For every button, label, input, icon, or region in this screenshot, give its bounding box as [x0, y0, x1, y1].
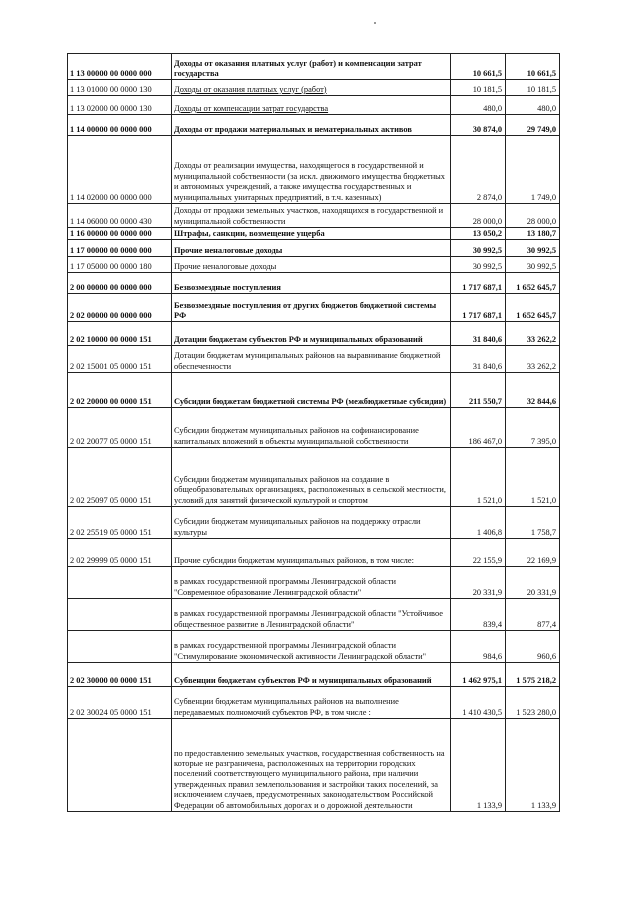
- name-cell: Дотации бюджетам субъектов РФ и муниципальных образований: [172, 322, 451, 346]
- scan-speck: [374, 22, 376, 24]
- value-cell-1: 1 717 687,1: [451, 294, 506, 322]
- table-row: [68, 631, 560, 663]
- value-cell-2: 1 133,9: [506, 719, 560, 812]
- value-cell-2: 10 661,5: [506, 54, 560, 80]
- value-cell-2: 480,0: [506, 96, 560, 115]
- value-cell-1: 1 521,0: [451, 448, 506, 507]
- code-cell: 1 16 00000 00 0000 000: [68, 228, 172, 240]
- value-cell-2: 29 749,0: [506, 115, 560, 136]
- value-cell-2: 1 749,0: [506, 136, 560, 204]
- value-cell-2: 960,6: [506, 631, 560, 663]
- value-cell-1: 20 331,9: [451, 567, 506, 599]
- table-row: [68, 346, 560, 373]
- value-cell-1: 30 874,0: [451, 115, 506, 136]
- table-row: [68, 599, 560, 631]
- value-cell-1: 1 462 975,1: [451, 663, 506, 687]
- table-row: [68, 273, 560, 294]
- table-row: [68, 539, 560, 567]
- value-cell-2: 1 758,7: [506, 507, 560, 539]
- value-cell-2: 1 521,0: [506, 448, 560, 507]
- value-cell-1: 31 840,6: [451, 346, 506, 373]
- code-cell: [68, 599, 172, 631]
- value-cell-1: 984,6: [451, 631, 506, 663]
- code-cell: 2 02 10000 00 0000 151: [68, 322, 172, 346]
- table-row: [68, 136, 560, 204]
- table-row: [68, 115, 560, 136]
- code-cell: 1 14 00000 00 0000 000: [68, 115, 172, 136]
- value-cell-2: 20 331,9: [506, 567, 560, 599]
- code-cell: 2 02 15001 05 0000 151: [68, 346, 172, 373]
- table-row: [68, 687, 560, 719]
- value-cell-1: 186 467,0: [451, 408, 506, 448]
- name-cell: Доходы от оказания платных услуг (работ): [172, 80, 451, 96]
- table-row: [68, 80, 560, 96]
- value-cell-2: 877,4: [506, 599, 560, 631]
- value-cell-2: 28 000,0: [506, 204, 560, 228]
- name-cell: Субсидии бюджетам бюджетной системы РФ (межбюджетные субсидии): [172, 373, 451, 408]
- name-cell: Прочие субсидии бюджетам муниципальных районов, в том числе:: [172, 539, 451, 567]
- code-cell: 2 02 30024 05 0000 151: [68, 687, 172, 719]
- value-cell-1: 22 155,9: [451, 539, 506, 567]
- name-cell: Субсидии бюджетам муниципальных районов на поддержку отрасли культуры: [172, 507, 451, 539]
- code-cell: 1 13 00000 00 0000 000: [68, 54, 172, 80]
- name-cell: в рамках государственной программы Ленинградской области "Стимулирование экономической активности Ленинградской области": [172, 631, 451, 663]
- name-cell: Безвозмездные поступления от других бюджетов бюджетной системы РФ: [172, 294, 451, 322]
- value-cell-2: 1 652 645,7: [506, 294, 560, 322]
- code-cell: 2 02 20077 05 0000 151: [68, 408, 172, 448]
- table-row: [68, 240, 560, 257]
- value-cell-2: 7 395,0: [506, 408, 560, 448]
- value-cell-1: 28 000,0: [451, 204, 506, 228]
- code-cell: 2 02 20000 00 0000 151: [68, 373, 172, 408]
- name-cell: по предоставлению земельных участков, государственная собственность на которые не разграничена, расположенных на территории городских поселений соответствующего муниципального района, при наличии утвержденных правил землепользования и застройки таких поселений, за исключением случаев, предусмотренных законодательством Российской Федерации об автомобильных дорогах и о дорожной деятельности: [172, 719, 451, 812]
- value-cell-1: 1 406,8: [451, 507, 506, 539]
- value-cell-1: 480,0: [451, 96, 506, 115]
- name-cell: Субвенции бюджетам субъектов РФ и муниципальных образований: [172, 663, 451, 687]
- value-cell-1: 30 992,5: [451, 257, 506, 273]
- value-cell-2: 1 523 280,0: [506, 687, 560, 719]
- code-cell: 1 14 06000 00 0000 430: [68, 204, 172, 228]
- value-cell-2: 10 181,5: [506, 80, 560, 96]
- name-cell: Доходы от реализации имущества, находящегося в государственной и муниципальной собственности (за искл. движимого имущества бюджетных и автономных учреждений, а также имущества государственных и муниципальных унитарных предприятий, в т.ч. казенных): [172, 136, 451, 204]
- table-row: [68, 567, 560, 599]
- value-cell-1: 1 133,9: [451, 719, 506, 812]
- name-cell: Безвозмездные поступления: [172, 273, 451, 294]
- name-cell: Субвенции бюджетам муниципальных районов на выполнение передаваемых полномочий субъектов РФ, в том числе :: [172, 687, 451, 719]
- code-cell: [68, 719, 172, 812]
- budget-income-table: [67, 53, 560, 812]
- name-cell: Субсидии бюджетам муниципальных районов на софинансирование капитальных вложений в объекты муниципальной собственности: [172, 408, 451, 448]
- name-cell: Субсидии бюджетам муниципальных районов на создание в общеобразовательных организациях, расположенных в сельской местности, условий для занятий физической культурой и спортом: [172, 448, 451, 507]
- code-cell: [68, 567, 172, 599]
- value-cell-2: 32 844,6: [506, 373, 560, 408]
- value-cell-1: 31 840,6: [451, 322, 506, 346]
- table-body: [68, 54, 560, 812]
- value-cell-1: 1 717 687,1: [451, 273, 506, 294]
- value-cell-2: 22 169,9: [506, 539, 560, 567]
- value-cell-1: 30 992,5: [451, 240, 506, 257]
- code-cell: [68, 631, 172, 663]
- table-row: [68, 322, 560, 346]
- code-cell: 2 02 29999 05 0000 151: [68, 539, 172, 567]
- name-cell: Доходы от оказания платных услуг (работ) и компенсации затрат государства: [172, 54, 451, 80]
- table-row: [68, 719, 560, 812]
- value-cell-2: 30 992,5: [506, 240, 560, 257]
- code-cell: 1 13 01000 00 0000 130: [68, 80, 172, 96]
- table-row: [68, 228, 560, 240]
- table-row: [68, 96, 560, 115]
- code-cell: 1 17 05000 00 0000 180: [68, 257, 172, 273]
- name-cell: Доходы от продажи материальных и нематериальных активов: [172, 115, 451, 136]
- table-row: [68, 294, 560, 322]
- code-cell: 1 17 00000 00 0000 000: [68, 240, 172, 257]
- code-cell: 2 02 25519 05 0000 151: [68, 507, 172, 539]
- value-cell-2: 33 262,2: [506, 346, 560, 373]
- code-cell: 1 13 02000 00 0000 130: [68, 96, 172, 115]
- name-cell: в рамках государственной программы Ленинградской области "Современное образование Ленинградской области": [172, 567, 451, 599]
- name-cell: Дотации бюджетам муниципальных районов на выравнивание бюджетной обеспеченности: [172, 346, 451, 373]
- table-row: [68, 373, 560, 408]
- code-cell: 2 02 30000 00 0000 151: [68, 663, 172, 687]
- code-cell: 2 02 25097 05 0000 151: [68, 448, 172, 507]
- table-row: [68, 507, 560, 539]
- name-cell: в рамках государственной программы Ленинградской области "Устойчивое общественное развитие в Ленинградской области": [172, 599, 451, 631]
- value-cell-2: 1 575 218,2: [506, 663, 560, 687]
- value-cell-1: 13 050,2: [451, 228, 506, 240]
- value-cell-1: 211 550,7: [451, 373, 506, 408]
- table-row: [68, 448, 560, 507]
- table-row: [68, 663, 560, 687]
- value-cell-1: 10 181,5: [451, 80, 506, 96]
- table-row: [68, 257, 560, 273]
- value-cell-2: 30 992,5: [506, 257, 560, 273]
- value-cell-2: 1 652 645,7: [506, 273, 560, 294]
- code-cell: 2 00 00000 00 0000 000: [68, 273, 172, 294]
- name-cell: Доходы от компенсации затрат государства: [172, 96, 451, 115]
- code-cell: 2 02 00000 00 0000 000: [68, 294, 172, 322]
- name-cell: Прочие неналоговые доходы: [172, 240, 451, 257]
- name-cell: Штрафы, санкции, возмещение ущерба: [172, 228, 451, 240]
- name-cell: Прочие неналоговые доходы: [172, 257, 451, 273]
- table-row: [68, 408, 560, 448]
- table-row: [68, 204, 560, 228]
- value-cell-1: 10 661,5: [451, 54, 506, 80]
- value-cell-2: 13 180,7: [506, 228, 560, 240]
- table-row: [68, 54, 560, 80]
- code-cell: 1 14 02000 00 0000 000: [68, 136, 172, 204]
- value-cell-1: 1 410 430,5: [451, 687, 506, 719]
- name-cell: Доходы от продажи земельных участков, находящихся в государственной и муниципальной собственности: [172, 204, 451, 228]
- value-cell-1: 839,4: [451, 599, 506, 631]
- value-cell-2: 33 262,2: [506, 322, 560, 346]
- value-cell-1: 2 874,0: [451, 136, 506, 204]
